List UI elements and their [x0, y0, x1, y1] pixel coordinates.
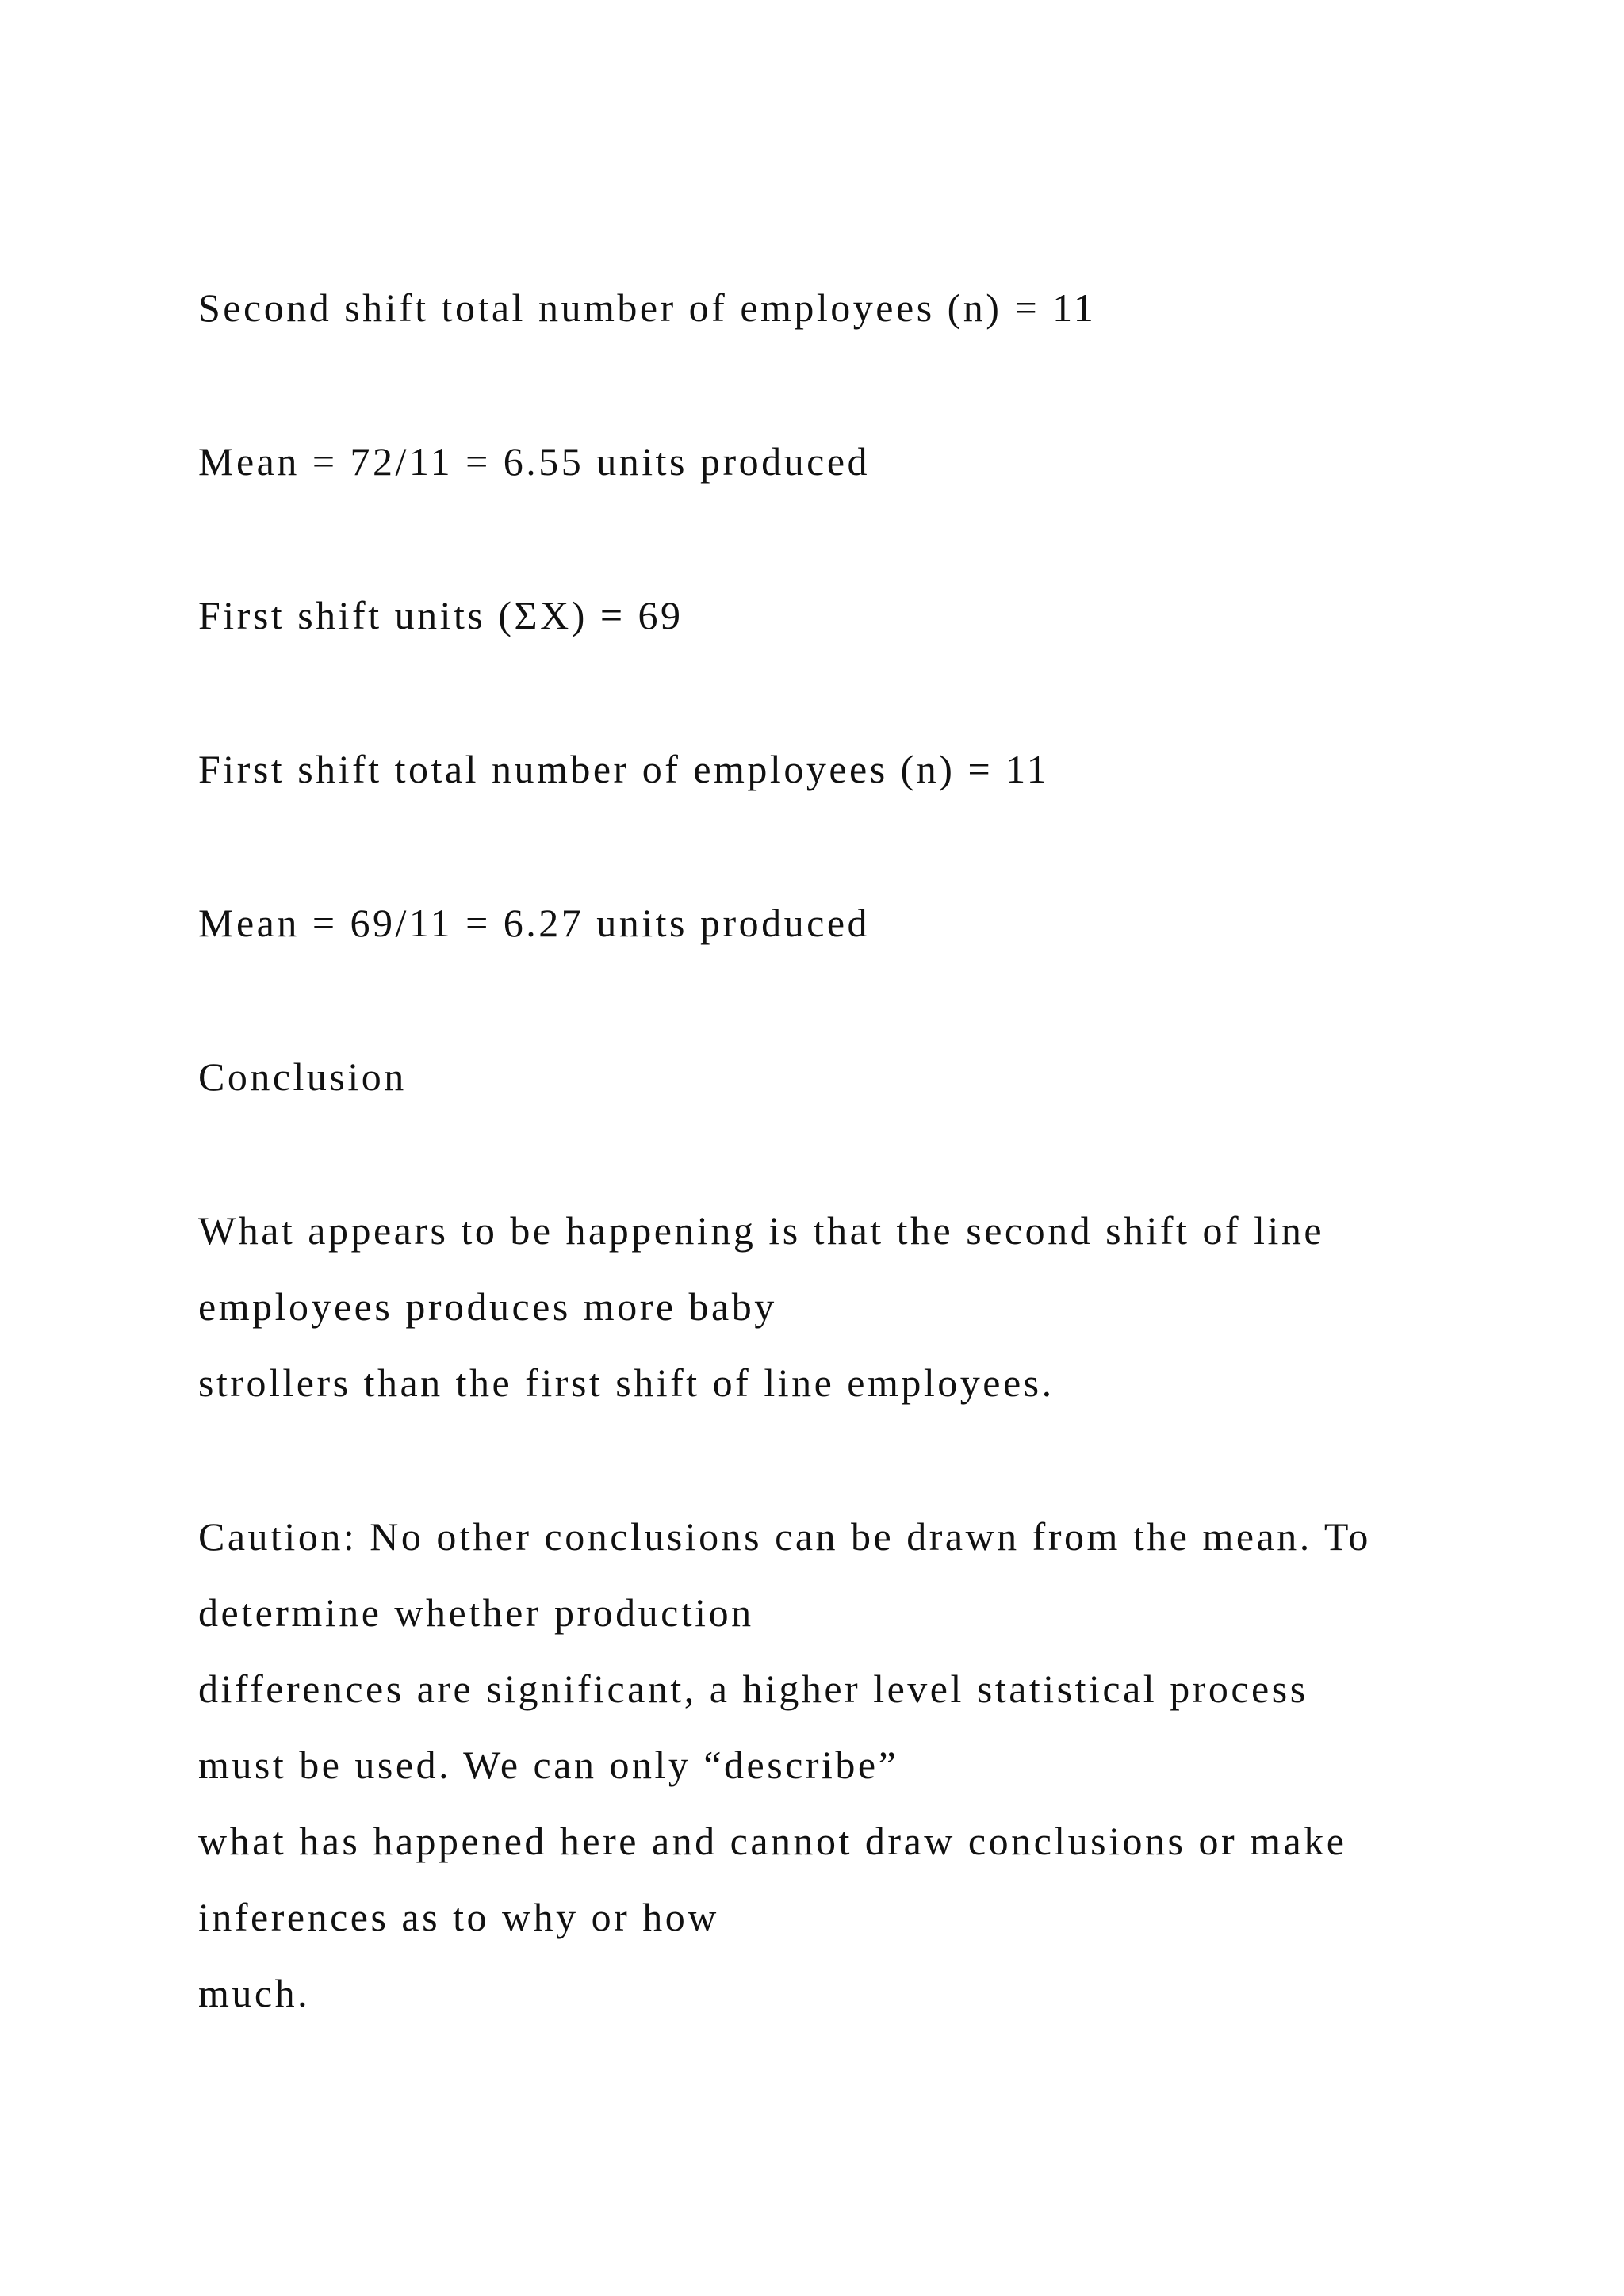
text-line: differences are significant, a higher level statistical process [198, 1667, 1308, 1711]
text-line: must be used. We can only “describe” [198, 1743, 899, 1787]
text-line: what has happened here and cannot draw conclusions or make [198, 1819, 1347, 1863]
first-shift-units-paragraph [198, 577, 1467, 653]
text-line: First shift units (ΣX) = 69 [198, 593, 684, 637]
text-line: Mean = 72/11 = 6.55 units produced [198, 439, 871, 484]
first-shift-employees-paragraph [198, 731, 1467, 807]
conclusion-heading [198, 1039, 1467, 1115]
text-line: What appears to be happening is that the second shift of line [198, 1208, 1325, 1253]
text-line: strollers than the first shift of line employees. [198, 1360, 1055, 1405]
text-line: Conclusion [198, 1054, 407, 1099]
second-shift-mean-paragraph [198, 423, 1467, 499]
first-shift-mean-paragraph [198, 885, 1467, 961]
text-line: Mean = 69/11 = 6.27 units produced [198, 901, 871, 945]
text-line: Caution: No other conclusions can be drawn from the mean. To [198, 1514, 1371, 1559]
text-line: much. [198, 1971, 311, 2015]
caution-paragraph [198, 1498, 1467, 2031]
text-line: inferences as to why or how [198, 1895, 719, 1939]
text-line: First shift total number of employees (n) = 11 [198, 747, 1050, 791]
conclusion-paragraph [198, 1192, 1467, 1421]
text-line: employees produces more baby [198, 1284, 777, 1329]
text-line: determine whether production [198, 1590, 754, 1635]
text-line: Second shift total number of employees (n) = 11 [198, 285, 1097, 330]
document-body [198, 270, 1467, 2109]
second-shift-employees-paragraph [198, 270, 1467, 346]
